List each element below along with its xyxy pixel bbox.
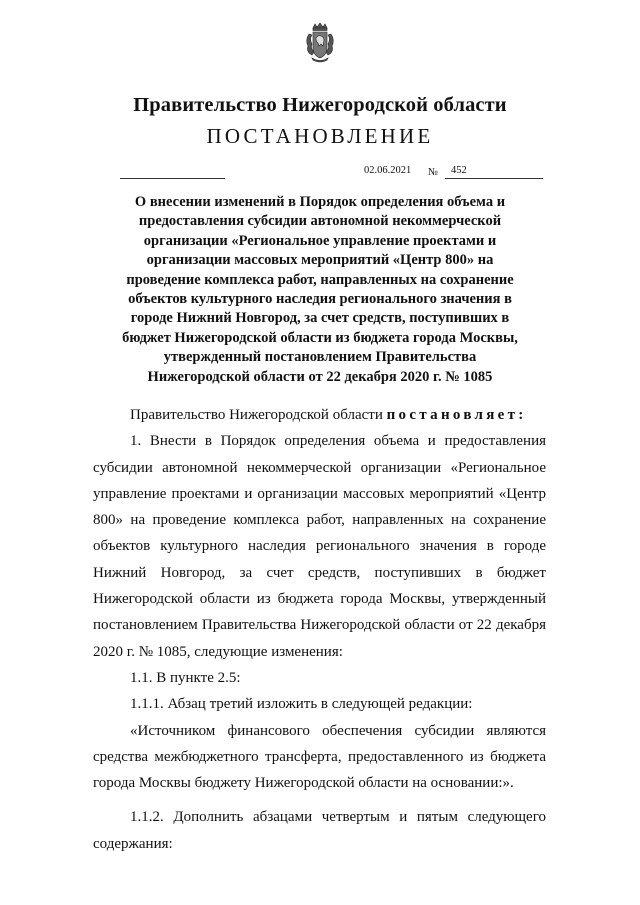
nizhny-novgorod-coat-of-arms-icon [303, 22, 337, 64]
document-heading: О внесении изменений в Порядок определения объема и предоставления субсидии автономной некоммерческой организации «Региональное управление проектами и организации массовых мероприятий «Центр 800» на проведение комплекса работ, направленных на сохранение объектов культурного наследия регионального значения в городе Нижний Новгород, за счет средств, поступивших в бюджет Нижегородской области из бюджета города Москвы, утвержденный постановлением Правительства Нижегородской области от 22 декабря 2020 г. № 1085 [122, 194, 518, 385]
document-date: 02.06.2021 [364, 165, 412, 176]
government-name: Правительство Нижегородской области [133, 94, 507, 116]
signature-line-left [120, 178, 225, 179]
body-paragraph: 1.1.2. Дополнить абзацами четвертым и пятым следующего содержания: [93, 809, 546, 852]
body-paragraph: 1.1. В пункте 2.5: [130, 669, 241, 686]
document-type: ПОСТАНОВЛЕНИЕ [206, 124, 434, 148]
intro-verb: постановляет: [386, 407, 527, 423]
document-number: 452 [451, 165, 467, 176]
intro-paragraph [93, 402, 546, 428]
body-paragraph: 1. Внести в Порядок определения объема и предоставления субсидии автономной некоммерческой организации «Региональное управление проектами и организации массовых мероприятий «Центр 800» на проведение комплекса работ, направленных на сохранение объектов культурного наследия регионального значения в городе Нижний Новгород, за счет средств, поступивших в бюджет Нижегородской области из бюджета города Москвы, утвержденный постановлением Правительства Нижегородской области от 22 декабря 2020 г. № 1085, следующие изменения: [93, 433, 546, 660]
body-paragraph: «Источником финансового обеспечения субсидии являются средства межбюджетного трансферта, предоставленного из бюджета города Москвы бюджету Нижегородской области на основании:». [93, 722, 546, 792]
intro-subject: Правительство Нижегородской области [130, 407, 383, 423]
number-underline [445, 178, 543, 179]
number-sign: № [428, 167, 439, 178]
document-body [93, 402, 546, 857]
body-paragraph: 1.1.1. Абзац третий изложить в следующей редакции: [130, 696, 473, 713]
